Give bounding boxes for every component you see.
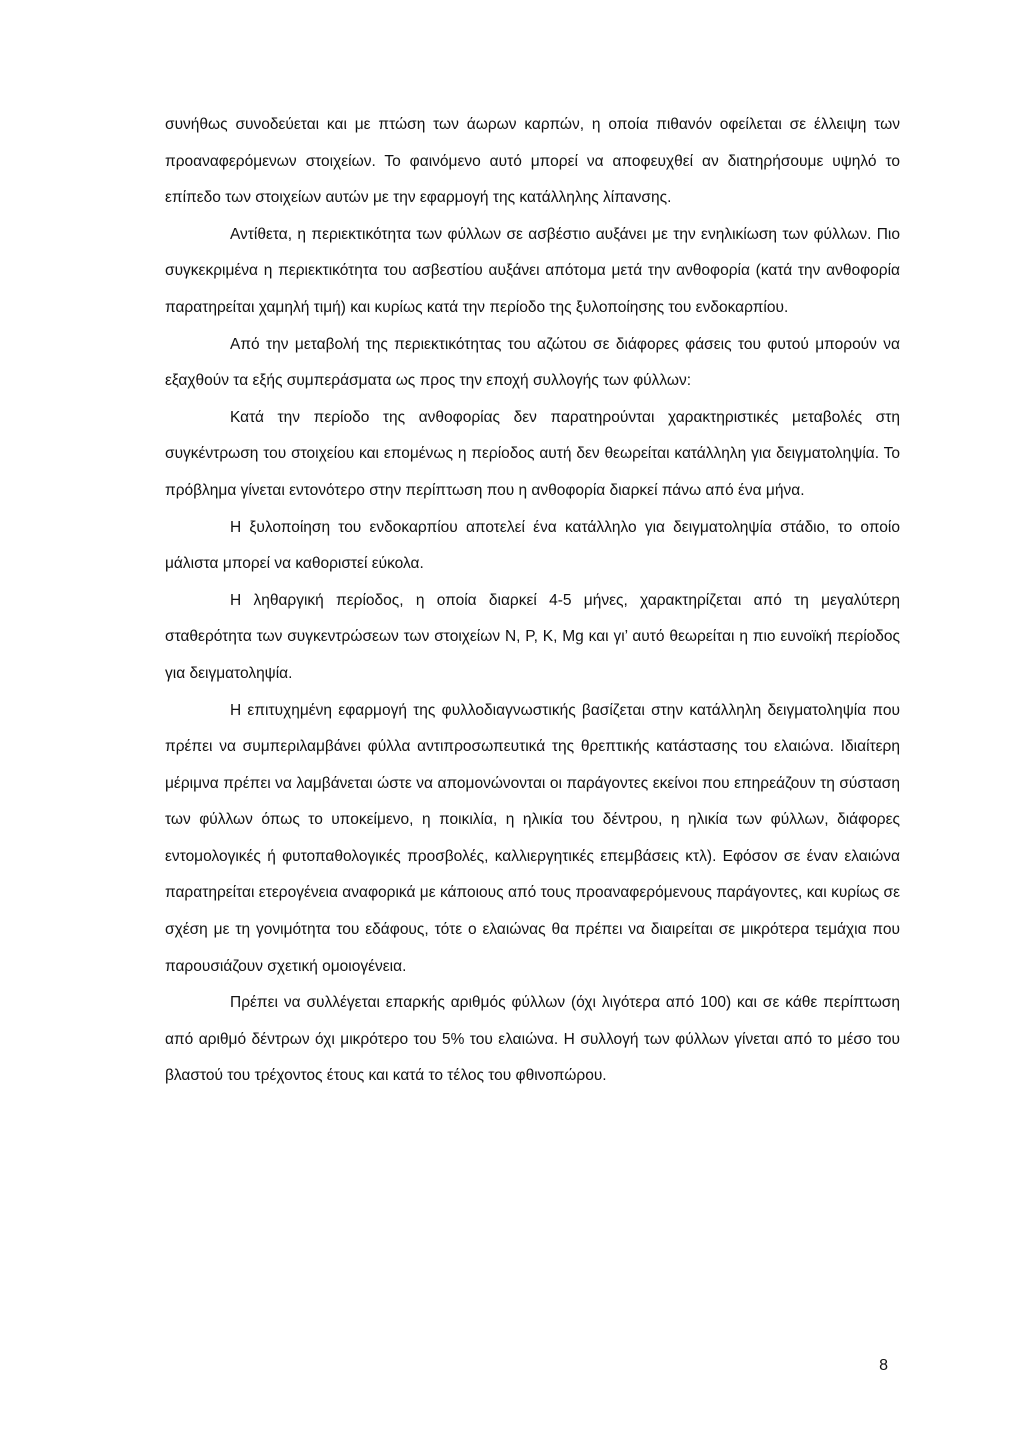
paragraph-4: Κατά την περίοδο της ανθοφορίας δεν παρατηρούνται χαρακτηριστικές μεταβολές στη συγκέντρωση του στοιχείου και επομένως η περίοδος αυτή δεν θεωρείται κατάλληλη για δειγματοληψία. Το πρόβλημα γίνεται εντονότερο στην περίπτωση που η ανθοφορία διαρκεί πάνω από ένα μήνα. <box>165 408 900 499</box>
paragraph-3: Από την μεταβολή της περιεκτικότητας του αζώτου σε διάφορες φάσεις του φυτού μπορούν να εξαχθούν τα εξής συμπεράσματα ως προς την εποχή συλλογής των φύλλων: <box>165 335 900 390</box>
paragraph-2: Αντίθετα, η περιεκτικότητα των φύλλων σε ασβέστιο αυξάνει με την ενηλικίωση των φύλλων. Πιο συγκεκριμένα η περιεκτικότητα του ασβεστίου αυξάνει απότομα μετά την ανθοφορία (κατά την ανθοφορία παρατηρείται χαμηλή τιμή) και κυρίως κατά την περίοδο της ξυλοποίησης του ενδοκαρπίου. <box>165 225 900 316</box>
page-number: 8 <box>879 1357 888 1374</box>
paragraph-7: Η επιτυχημένη εφαρμογή της φυλλοδιαγνωστικής βασίζεται στην κατάλληλη δειγματοληψία που πρέπει να συμπεριλαμβάνει φύλλα αντιπροσωπευτικά της θρεπτικής κατάστασης του ελαιώνα. Ιδιαίτερη μέριμνα πρέπει να λαμβάνεται ώστε να απομονώνονται οι παράγοντες εκείνοι που επηρεάζουν τη σύσταση των φύλλων όπως το υποκείμενο, η ποικιλία, η ηλικία του δέντρου, η ηλικία των φύλλων, διάφορες εντομολογικές ή φυτοπαθολογικές προσβολές, καλλιεργητικές επεμβάσεις κτλ). Εφόσον σε έναν ελαιώνα παρατηρείται ετερογένεια αναφορικά με κάποιους από τους προαναφερόμενους παράγοντες, και κυρίως σε σχέση με τη γονιμότητα του εδάφους, τότε ο ελαιώνας θα πρέπει να διαιρείται σε μικρότερα τεμάχια που παρουσιάζουν σχετική ομοιογένεια. <box>165 701 900 975</box>
paragraph-6: Η ληθαργική περίοδος, η οποία διαρκεί 4-5 μήνες, χαρακτηρίζεται από τη μεγαλύτερη σταθερότητα των συγκεντρώσεων των στοιχείων Ν, Ρ, Κ, Mg και γι’ αυτό θεωρείται η πιο ευνοϊκή περίοδος για δειγματοληψία. <box>165 591 900 682</box>
paragraph-8: Πρέπει να συλλέγεται επαρκής αριθμός φύλλων (όχι λιγότερα από 100) και σε κάθε περίπτωση από αριθμό δέντρων όχι μικρότερο του 5% του ελαιώνα. Η συλλογή των φύλλων γίνεται από το μέσο του βλαστού του τρέχοντος έτους και κατά το τέλος του φθινοπώρου. <box>165 994 900 1085</box>
paragraph-1: συνήθως συνοδεύεται και με πτώση των άωρων καρπών, η οποία πιθανόν οφείλεται σε έλλειψη των προαναφερόμενων στοιχείων. Το φαινόμενο αυτό μπορεί να αποφευχθεί αν διατηρήσουμε υψηλό το επίπεδο των στοιχείων αυτών με την εφαρμογή της κατάλληλης λίπανσης. <box>165 116 900 207</box>
body-text <box>165 107 900 1095</box>
paragraph-5: Η ξυλοποίηση του ενδοκαρπίου αποτελεί ένα κατάλληλο για δειγματοληψία στάδιο, το οποίο μάλιστα μπορεί να καθοριστεί εύκολα. <box>165 518 900 573</box>
